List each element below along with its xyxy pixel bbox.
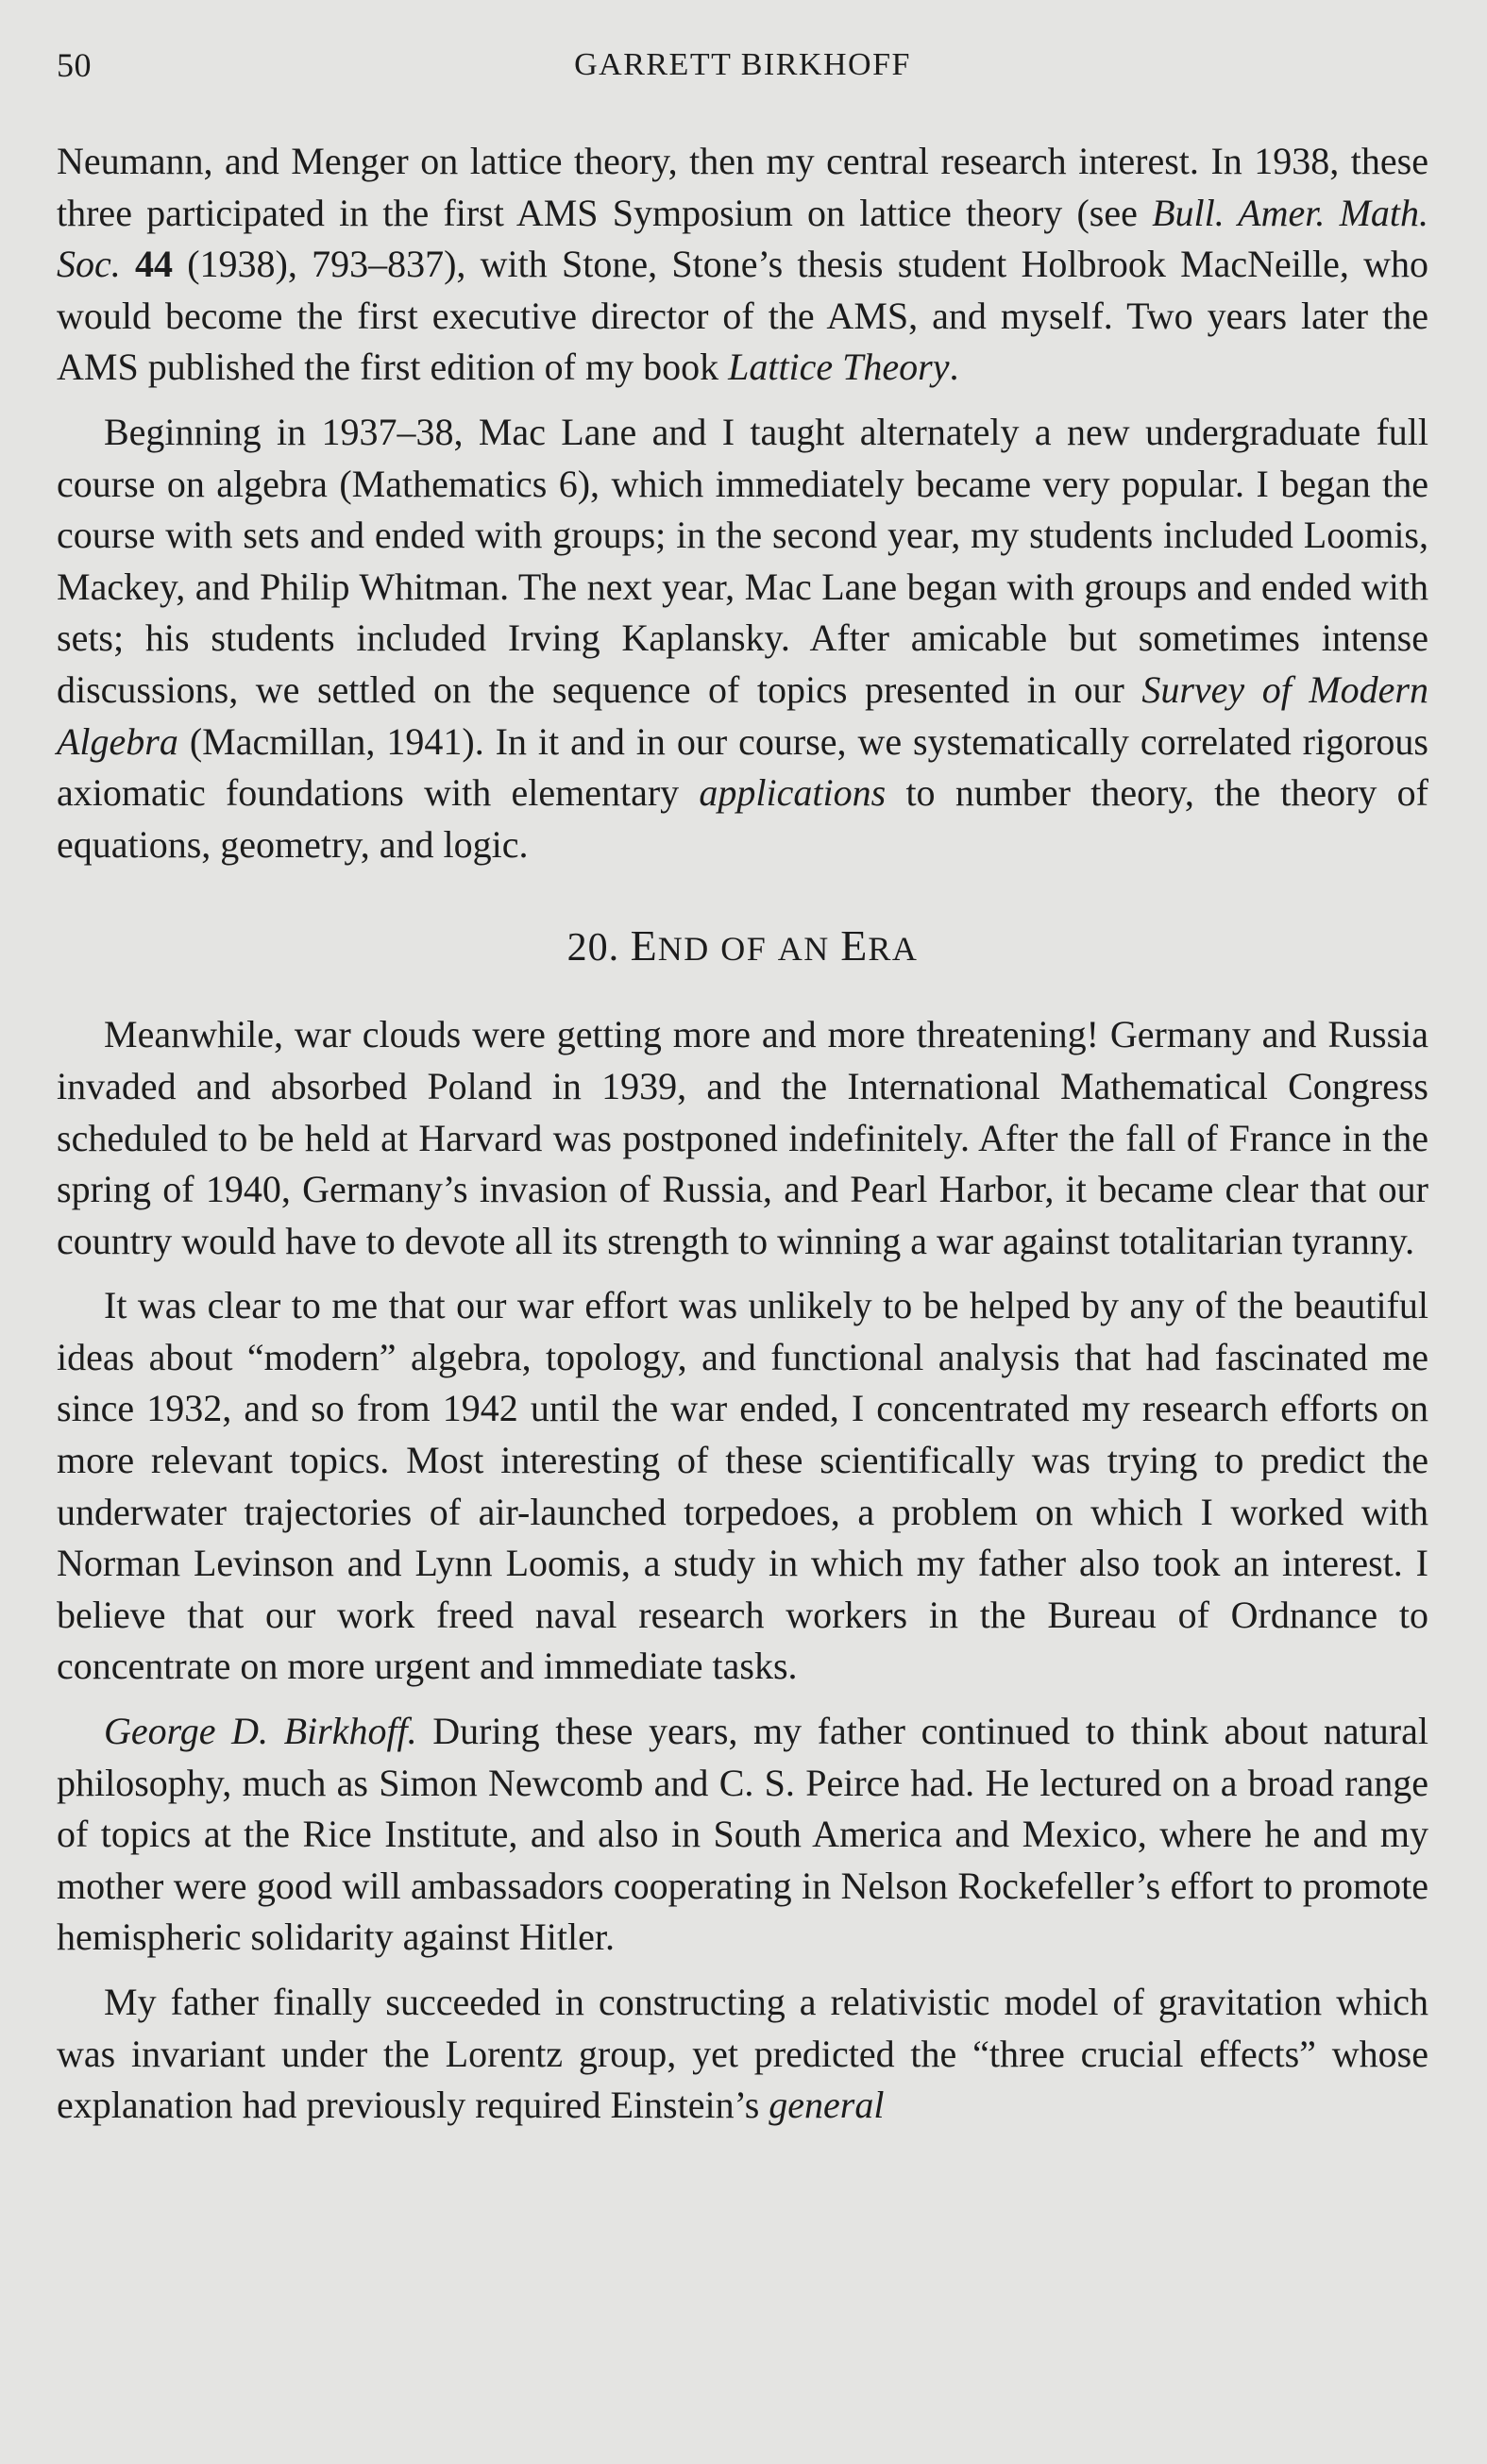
- page-number: 50: [57, 46, 92, 84]
- paragraph-algebra-course: Beginning in 1937–38, Mac Lane and I taught alternately a new undergraduate full course on algebra (Mathematics 6), which immediately became very popular. I began the course with sets and ended with groups; in the second year, my students included Loomis, Mackey, and Philip Whitman. The next year, Mac Lane began with groups and ended with sets; his students included Irving Kaplansky. After amicable but sometimes intense discussions, we settled on the sequence of topics presented in our Survey of Modern Algebra (Macmillan, 1941). In it and in our course, we systematically correlated rigorous axiomatic foundations with elementary applications to number theory, the theory of equations, geometry, and logic.: [57, 410, 1429, 866]
- emphasis: applications: [699, 771, 887, 815]
- run-in-heading: George D. Birkhoff.: [104, 1710, 417, 1753]
- paragraph-war-clouds: Meanwhile, war clouds were getting more and more threatening! Germany and Russia invaded and absorbed Poland in 1939, and the International Mathematical Congress scheduled to be held at Harvard was postponed indefinitely. After the fall of France in the spring of 1940, Germany’s invasion of Russia, and Pearl Harbor, it became clear that our country would have to devote all its strength to winning a war against totalitarian tyranny.: [57, 1013, 1428, 1262]
- section-heading: 20. END OF AN ERA: [566, 921, 919, 970]
- paragraph-gravitation-model: My father finally succeeded in constructing a relativistic model of gravitation which was invariant under the Lorentz group, yet predicted the “three crucial effects” whose explanation had previously required Einstein’s general: [57, 1981, 1428, 2127]
- book-title: Lattice Theory: [728, 346, 950, 389]
- paragraph-war-effort: It was clear to me that our war effort was unlikely to be helped by any of the beautiful ideas about “modern” algebra, topology, and functional analysis that had fascinated me since 1932, and so from 1942 until the war ended, I concentrated my research efforts on more relevant topics. Most interesting of these scientifically was trying to predict the underwater trajectories of air-launched torpedoes, a problem on which I worked with Norman Levinson and Lynn Loomis, a study in which my father also took an interest. I believe that our work freed naval research workers in the Bureau of Ordnance to concentrate on more urgent and immediate tasks.: [57, 1284, 1428, 1688]
- body-text: [57, 136, 1428, 2132]
- running-head: GARRETT BIRKHOFF: [574, 47, 911, 82]
- page-header: [57, 0, 1428, 84]
- book-title: Survey of Modern Algebra: [57, 667, 1429, 763]
- volume-number: 44: [135, 243, 173, 286]
- journal-title: Bull. Amer. Math. Soc.: [57, 191, 1428, 286]
- paragraph-lattice-theory: Neumann, and Menger on lattice theory, then my central research interest. In 1938, these three participated in the first AMS Symposium on lattice theory (see Bull. Amer. Math. Soc. 44 (1938), 793–837), with Stone, Stone’s thesis student Holbrook MacNeille, who would become the first executive director of the AMS, and myself. Two years later the AMS published the first edition of my book Lattice Theory.: [57, 140, 1428, 389]
- paragraph-george-birkhoff: George D. Birkhoff. During these years, my father continued to think about natural philosophy, much as Simon Newcomb and C. S. Peirce had. He lectured on a broad range of topics at the Rice Institute, and also in South America and Mexico, where he and my mother were good will ambassadors cooperating in Nelson Rockefeller’s effort to promote hemispheric solidarity against Hitler.: [57, 1710, 1428, 1959]
- emphasis: general: [769, 2084, 885, 2127]
